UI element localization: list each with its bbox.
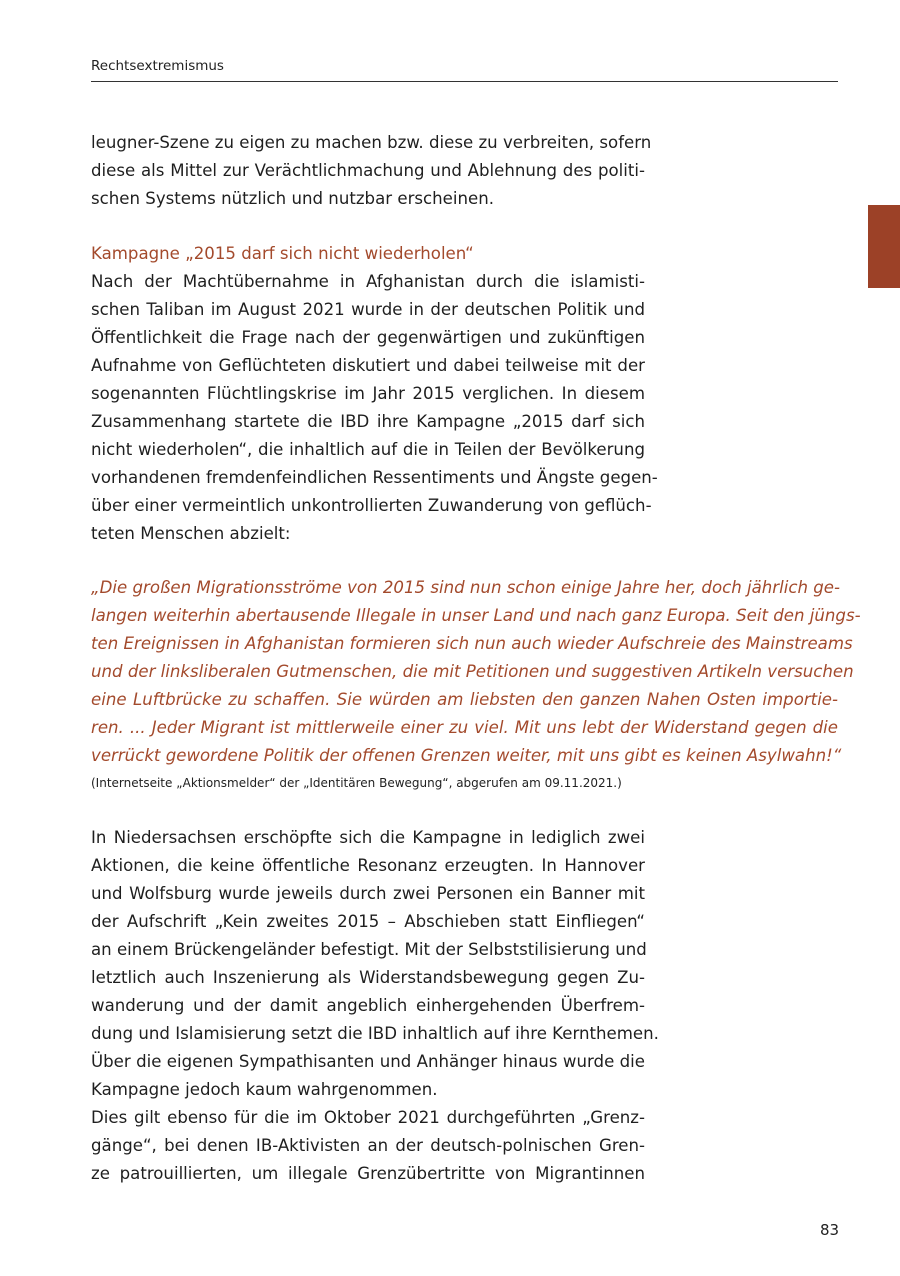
text-line: der Aufschrift „Kein zweites 2015 – Abschieben statt Einfliegen“: [91, 912, 645, 931]
text-line: Dies gilt ebenso für die im Oktober 2021 durchgeführten „Grenz-: [91, 1108, 645, 1127]
quote-line: langen weiterhin abertausende Illegale in unser Land und nach ganz Europa. Seit den jüngs-: [91, 606, 861, 625]
text-line: wanderung und der damit angeblich einhergehenden Überfrem-: [91, 996, 645, 1015]
text-line: schen Taliban im August 2021 wurde in der deutschen Politik und: [91, 300, 645, 319]
chapter-tab-marker: [868, 205, 900, 288]
page-number: 83: [820, 1221, 840, 1239]
running-title: Rechtsextremismus: [91, 58, 224, 74]
section-heading: Kampagne „2015 darf sich nicht wiederholen“: [91, 244, 474, 263]
text-line: an einem Brückengeländer befestigt. Mit der Selbststilisierung und: [91, 940, 647, 959]
text-line: nicht wiederholen“, die inhaltlich auf die in Teilen der Bevölkerung: [91, 440, 645, 459]
text-line: ze patrouillierten, um illegale Grenzübertritte von Migrantinnen: [91, 1164, 645, 1183]
quote-source: (Internetseite „Aktionsmelder“ der „Identitären Bewegung“, abgerufen am 09.11.2021.): [91, 776, 622, 790]
quote-line: ren. ... Jeder Migrant ist mittlerweile einer zu viel. Mit uns lebt der Widerstand gegen die: [91, 718, 838, 737]
quote-line: und der linksliberalen Gutmenschen, die mit Petitionen und suggestiven Artikeln versuchen: [91, 662, 854, 681]
text-line: Zusammenhang startete die IBD ihre Kampagne „2015 darf sich: [91, 412, 645, 431]
quote-line: eine Luftbrücke zu schaffen. Sie würden am liebsten den ganzen Nahen Osten importie-: [91, 690, 838, 709]
text-line: vorhandenen fremdenfeindlichen Ressentiments und Ängste gegen-: [91, 468, 658, 487]
text-line: Aktionen, die keine öffentliche Resonanz erzeugten. In Hannover: [91, 856, 645, 875]
intro-paragraph: [91, 129, 652, 213]
quote-line: „Die großen Migrationsströme von 2015 sind nun schon einige Jahre her, doch jährlich ge-: [91, 578, 840, 597]
text-line: Kampagne jedoch kaum wahrgenommen.: [91, 1080, 438, 1099]
text-line: schen Systems nützlich und nutzbar erscheinen.: [91, 189, 495, 208]
text-line: Nach der Machtübernahme in Afghanistan durch die islamisti-: [91, 272, 645, 291]
text-line: leugner-Szene zu eigen zu machen bzw. diese zu verbreiten, sofern: [91, 133, 652, 152]
text-line: und Wolfsburg wurde jeweils durch zwei Personen ein Banner mit: [91, 884, 645, 903]
lower-saxony-paragraph: [91, 824, 659, 1188]
text-line: teten Menschen abzielt:: [91, 524, 291, 543]
quote-line: ten Ereignissen in Afghanistan formieren sich nun auch wieder Aufschreie des Mainstreams: [91, 634, 853, 653]
text-line: über einer vermeintlich unkontrollierten Zuwanderung von geflüch-: [91, 496, 652, 515]
campaign-quote: [91, 574, 861, 770]
text-line: gänge“, bei denen IB-Aktivisten an der deutsch-polnischen Gren-: [91, 1136, 645, 1155]
text-line: Öffentlichkeit die Frage nach der gegenwärtigen und zukünftigen: [91, 328, 645, 347]
text-line: diese als Mittel zur Verächtlichmachung und Ablehnung des politi-: [91, 161, 645, 180]
quote-line: verrückt gewordene Politik der offenen Grenzen weiter, mit uns gibt es keinen Asylwahn!“: [91, 746, 842, 765]
text-line: Über die eigenen Sympathisanten und Anhänger hinaus wurde die: [91, 1052, 645, 1071]
text-line: In Niedersachsen erschöpfte sich die Kampagne in lediglich zwei: [91, 828, 645, 847]
campaign-section: [91, 240, 658, 548]
text-line: dung und Islamisierung setzt die IBD inhaltlich auf ihre Kernthemen.: [91, 1024, 659, 1043]
text-line: sogenannten Flüchtlingskrise im Jahr 2015 verglichen. In diesem: [91, 384, 645, 403]
text-line: letztlich auch Inszenierung als Widerstandsbewegung gegen Zu-: [91, 968, 645, 987]
header-divider: [91, 81, 838, 82]
text-line: Aufnahme von Geflüchteten diskutiert und dabei teilweise mit der: [91, 356, 645, 375]
